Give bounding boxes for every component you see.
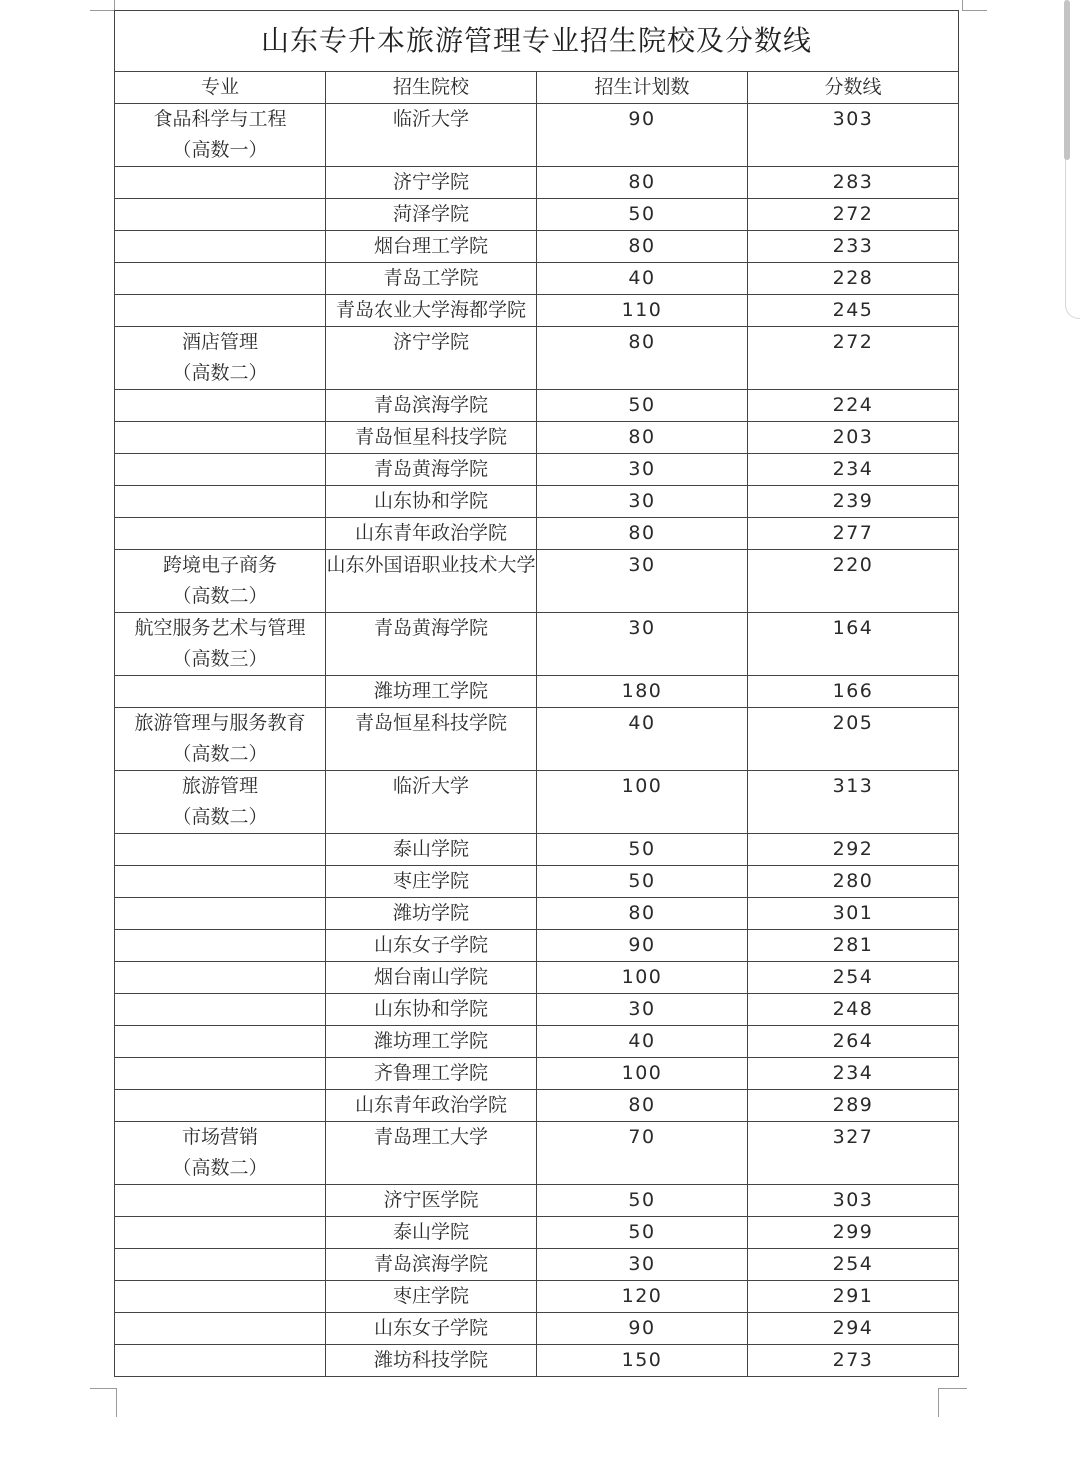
cell-plan: 90 bbox=[537, 1313, 748, 1345]
cell-school: 烟台理工学院 bbox=[326, 231, 537, 263]
table-row bbox=[115, 1217, 959, 1249]
cell-score: 245 bbox=[748, 295, 959, 327]
cell-plan: 70 bbox=[537, 1122, 748, 1185]
header-plan: 招生计划数 bbox=[537, 72, 748, 104]
cell-plan: 40 bbox=[537, 263, 748, 295]
cell-school: 青岛农业大学海都学院 bbox=[326, 295, 537, 327]
cell-school: 山东青年政治学院 bbox=[326, 518, 537, 550]
cell-plan: 50 bbox=[537, 1217, 748, 1249]
cell-major bbox=[115, 1345, 326, 1377]
cell-score: 205 bbox=[748, 708, 959, 771]
table-header-row bbox=[115, 72, 959, 104]
cell-score: 239 bbox=[748, 486, 959, 518]
cell-major bbox=[115, 1090, 326, 1122]
cell-major bbox=[115, 1217, 326, 1249]
table-row bbox=[115, 1249, 959, 1281]
cell-major bbox=[115, 327, 326, 390]
cell-plan: 30 bbox=[537, 550, 748, 613]
cell-school: 山东女子学院 bbox=[326, 1313, 537, 1345]
header-major: 专业 bbox=[115, 72, 326, 104]
cell-score: 264 bbox=[748, 1026, 959, 1058]
cell-plan: 80 bbox=[537, 1090, 748, 1122]
table-row bbox=[115, 1345, 959, 1377]
cell-school: 青岛工学院 bbox=[326, 263, 537, 295]
cell-major bbox=[115, 295, 326, 327]
table-row bbox=[115, 231, 959, 263]
cell-plan: 80 bbox=[537, 422, 748, 454]
cell-plan: 100 bbox=[537, 1058, 748, 1090]
cell-major bbox=[115, 708, 326, 771]
cell-plan: 150 bbox=[537, 1345, 748, 1377]
cell-plan: 50 bbox=[537, 866, 748, 898]
cell-major bbox=[115, 1122, 326, 1185]
cell-school: 菏泽学院 bbox=[326, 199, 537, 231]
cell-plan: 80 bbox=[537, 231, 748, 263]
cell-score: 254 bbox=[748, 1249, 959, 1281]
table-row bbox=[115, 199, 959, 231]
cell-score: 164 bbox=[748, 613, 959, 676]
cell-score: 301 bbox=[748, 898, 959, 930]
header-score: 分数线 bbox=[748, 72, 959, 104]
cell-school: 青岛恒星科技学院 bbox=[326, 422, 537, 454]
table-row bbox=[115, 1313, 959, 1345]
table-row bbox=[115, 994, 959, 1026]
table-row bbox=[115, 454, 959, 486]
header-school: 招生院校 bbox=[326, 72, 537, 104]
cell-plan: 50 bbox=[537, 1185, 748, 1217]
cell-school: 青岛黄海学院 bbox=[326, 613, 537, 676]
cell-score: 272 bbox=[748, 199, 959, 231]
major-name: 旅游管理与服务教育 bbox=[134, 712, 306, 734]
major-name: 航空服务艺术与管理 bbox=[134, 617, 306, 639]
cell-plan: 50 bbox=[537, 199, 748, 231]
cell-school: 济宁医学院 bbox=[326, 1185, 537, 1217]
cell-plan: 120 bbox=[537, 1281, 748, 1313]
cell-score: 291 bbox=[748, 1281, 959, 1313]
major-level: （高数二） bbox=[172, 362, 268, 384]
cell-major bbox=[115, 1185, 326, 1217]
cell-school: 潍坊学院 bbox=[326, 898, 537, 930]
cell-plan: 30 bbox=[537, 454, 748, 486]
table-row bbox=[115, 962, 959, 994]
cell-plan: 80 bbox=[537, 518, 748, 550]
cell-score: 220 bbox=[748, 550, 959, 613]
table-row bbox=[115, 613, 959, 676]
cell-school: 青岛恒星科技学院 bbox=[326, 708, 537, 771]
crop-mark-bottom-left bbox=[90, 1388, 117, 1417]
cell-school: 青岛滨海学院 bbox=[326, 390, 537, 422]
cell-plan: 100 bbox=[537, 962, 748, 994]
cell-school: 枣庄学院 bbox=[326, 866, 537, 898]
cell-major bbox=[115, 104, 326, 167]
cell-score: 313 bbox=[748, 771, 959, 834]
cell-score: 272 bbox=[748, 327, 959, 390]
cell-school: 山东女子学院 bbox=[326, 930, 537, 962]
page-title: 山东专升本旅游管理专业招生院校及分数线 bbox=[115, 11, 959, 72]
cell-major bbox=[115, 930, 326, 962]
cell-major bbox=[115, 1058, 326, 1090]
cell-plan: 30 bbox=[537, 613, 748, 676]
cell-major bbox=[115, 1313, 326, 1345]
cell-major bbox=[115, 454, 326, 486]
cell-major bbox=[115, 771, 326, 834]
table-row bbox=[115, 866, 959, 898]
cell-school: 泰山学院 bbox=[326, 834, 537, 866]
cell-major bbox=[115, 1249, 326, 1281]
major-name: 酒店管理 bbox=[181, 331, 258, 353]
cell-school: 潍坊理工学院 bbox=[326, 676, 537, 708]
cell-major bbox=[115, 834, 326, 866]
crop-mark-bottom-right bbox=[938, 1388, 967, 1417]
cell-score: 299 bbox=[748, 1217, 959, 1249]
major-level: （高数二） bbox=[172, 1157, 268, 1179]
cell-plan: 40 bbox=[537, 708, 748, 771]
cell-score: 273 bbox=[748, 1345, 959, 1377]
cell-score: 233 bbox=[748, 231, 959, 263]
table-row bbox=[115, 676, 959, 708]
cell-plan: 30 bbox=[537, 486, 748, 518]
cell-major bbox=[115, 199, 326, 231]
cell-school: 济宁学院 bbox=[326, 327, 537, 390]
cell-major bbox=[115, 231, 326, 263]
major-name: 市场营销 bbox=[181, 1126, 258, 1148]
table-row bbox=[115, 1058, 959, 1090]
major-name: 食品科学与工程 bbox=[153, 108, 287, 130]
cell-school: 山东外国语职业技术大学 bbox=[326, 550, 537, 613]
cell-major bbox=[115, 518, 326, 550]
table-row bbox=[115, 1185, 959, 1217]
major-level: （高数二） bbox=[172, 806, 268, 828]
cell-major bbox=[115, 898, 326, 930]
cell-plan: 90 bbox=[537, 930, 748, 962]
cell-score: 292 bbox=[748, 834, 959, 866]
cell-school: 枣庄学院 bbox=[326, 1281, 537, 1313]
cell-plan: 80 bbox=[537, 167, 748, 199]
cell-school: 烟台南山学院 bbox=[326, 962, 537, 994]
cell-school: 济宁学院 bbox=[326, 167, 537, 199]
cell-school: 青岛理工大学 bbox=[326, 1122, 537, 1185]
cell-school: 青岛滨海学院 bbox=[326, 1249, 537, 1281]
cell-score: 228 bbox=[748, 263, 959, 295]
table-row bbox=[115, 422, 959, 454]
cell-plan: 80 bbox=[537, 898, 748, 930]
cell-school: 临沂大学 bbox=[326, 104, 537, 167]
cell-plan: 180 bbox=[537, 676, 748, 708]
cell-major bbox=[115, 486, 326, 518]
table-row bbox=[115, 834, 959, 866]
cell-score: 277 bbox=[748, 518, 959, 550]
table-row bbox=[115, 295, 959, 327]
table-row bbox=[115, 708, 959, 771]
table-row bbox=[115, 930, 959, 962]
cell-score: 294 bbox=[748, 1313, 959, 1345]
crop-mark-top-left bbox=[90, 0, 115, 11]
table-body bbox=[115, 104, 959, 1377]
cell-score: 234 bbox=[748, 454, 959, 486]
major-level: （高数二） bbox=[172, 743, 268, 765]
cell-score: 283 bbox=[748, 167, 959, 199]
cell-score: 234 bbox=[748, 1058, 959, 1090]
admissions-table bbox=[114, 10, 959, 1377]
cell-major bbox=[115, 1281, 326, 1313]
table-title-row bbox=[115, 11, 959, 72]
table-row bbox=[115, 771, 959, 834]
cell-score: 281 bbox=[748, 930, 959, 962]
crop-mark-top-right bbox=[962, 0, 987, 11]
cell-plan: 90 bbox=[537, 104, 748, 167]
cell-school: 潍坊科技学院 bbox=[326, 1345, 537, 1377]
cell-school: 青岛黄海学院 bbox=[326, 454, 537, 486]
cell-score: 280 bbox=[748, 866, 959, 898]
cell-school: 山东协和学院 bbox=[326, 486, 537, 518]
cell-school: 山东协和学院 bbox=[326, 994, 537, 1026]
table-row bbox=[115, 1090, 959, 1122]
table-row bbox=[115, 263, 959, 295]
cell-score: 327 bbox=[748, 1122, 959, 1185]
cell-plan: 40 bbox=[537, 1026, 748, 1058]
cell-school: 临沂大学 bbox=[326, 771, 537, 834]
cell-major bbox=[115, 994, 326, 1026]
cell-plan: 30 bbox=[537, 1249, 748, 1281]
table-row bbox=[115, 327, 959, 390]
table-row bbox=[115, 1026, 959, 1058]
major-name: 跨境电子商务 bbox=[162, 554, 277, 576]
cell-major bbox=[115, 263, 326, 295]
scrollbar[interactable] bbox=[1058, 0, 1080, 320]
cell-major bbox=[115, 1026, 326, 1058]
major-level: （高数一） bbox=[172, 139, 268, 161]
cell-school: 潍坊理工学院 bbox=[326, 1026, 537, 1058]
cell-major bbox=[115, 422, 326, 454]
cell-score: 303 bbox=[748, 1185, 959, 1217]
major-level: （高数二） bbox=[172, 585, 268, 607]
cell-score: 303 bbox=[748, 104, 959, 167]
cell-score: 289 bbox=[748, 1090, 959, 1122]
table-row bbox=[115, 1281, 959, 1313]
cell-score: 254 bbox=[748, 962, 959, 994]
cell-score: 203 bbox=[748, 422, 959, 454]
table-row bbox=[115, 486, 959, 518]
table-row bbox=[115, 390, 959, 422]
table-row bbox=[115, 167, 959, 199]
cell-major bbox=[115, 613, 326, 676]
cell-major bbox=[115, 866, 326, 898]
cell-school: 齐鲁理工学院 bbox=[326, 1058, 537, 1090]
table-row bbox=[115, 550, 959, 613]
cell-major bbox=[115, 962, 326, 994]
table-row bbox=[115, 1122, 959, 1185]
table-row bbox=[115, 518, 959, 550]
major-level: （高数三） bbox=[172, 648, 268, 670]
major-name: 旅游管理 bbox=[181, 775, 258, 797]
cell-plan: 110 bbox=[537, 295, 748, 327]
cell-major bbox=[115, 167, 326, 199]
scrollbar-thumb[interactable] bbox=[1064, 0, 1070, 160]
cell-major bbox=[115, 390, 326, 422]
cell-score: 224 bbox=[748, 390, 959, 422]
table-row bbox=[115, 104, 959, 167]
cell-score: 248 bbox=[748, 994, 959, 1026]
cell-school: 泰山学院 bbox=[326, 1217, 537, 1249]
cell-plan: 80 bbox=[537, 327, 748, 390]
cell-plan: 100 bbox=[537, 771, 748, 834]
cell-major bbox=[115, 550, 326, 613]
cell-school: 山东青年政治学院 bbox=[326, 1090, 537, 1122]
cell-major bbox=[115, 676, 326, 708]
cell-plan: 50 bbox=[537, 834, 748, 866]
cell-score: 166 bbox=[748, 676, 959, 708]
table-row bbox=[115, 898, 959, 930]
cell-plan: 30 bbox=[537, 994, 748, 1026]
cell-plan: 50 bbox=[537, 390, 748, 422]
